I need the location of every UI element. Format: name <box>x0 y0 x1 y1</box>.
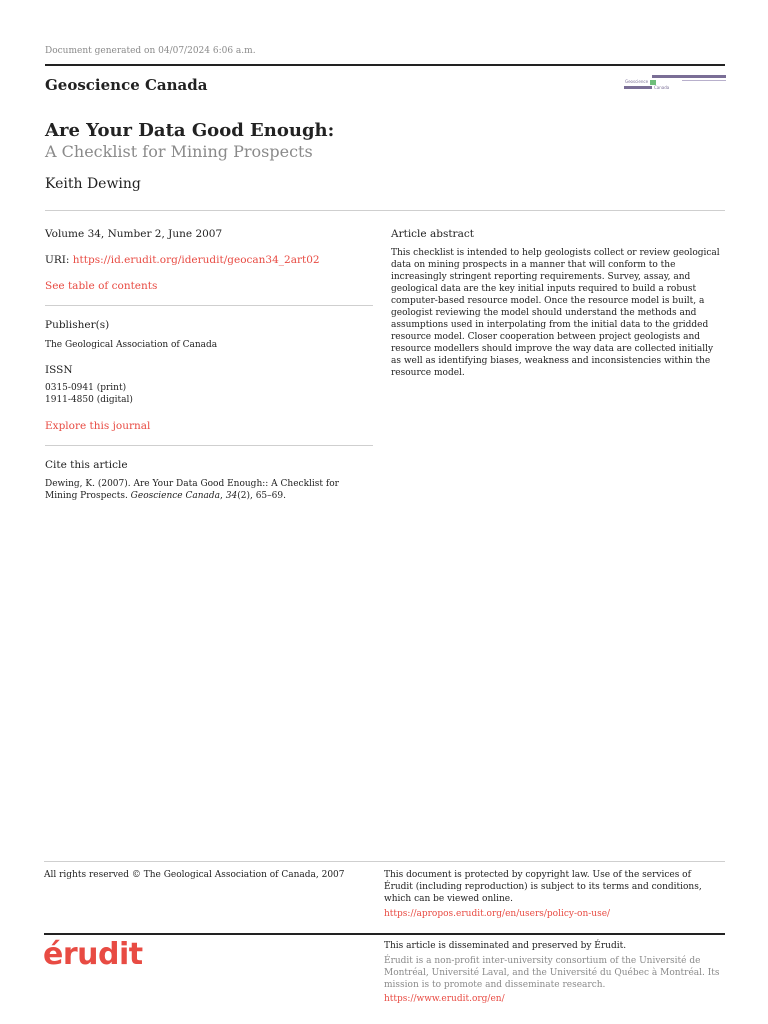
policy-link[interactable]: https://apropos.erudit.org/en/users/policy-on-use/ <box>384 909 611 919</box>
geoscience-canada-logo-icon <box>624 74 726 92</box>
publisher-name: The Geological Association of Canada <box>45 340 218 350</box>
article-author: Keith Dewing <box>45 176 141 192</box>
logo-text-top: Geoscience <box>625 79 649 84</box>
citation-pages: (2), 65–69. <box>237 491 286 501</box>
citation-sep: , <box>220 491 226 501</box>
copyright-notice: This document is protected by copyright law. Use of the services of Érudit (including reproduction) is subject to its terms and conditions, which can be viewed online. <box>384 870 702 904</box>
issn-heading: ISSN <box>45 364 73 376</box>
abstract-text: This checklist is intended to help geologists collect or review geological data on mining prospects in a manner that will conform to the increasingly stringent reporting requirements. Survey, assay, and geological data are the key initial inputs required to build a robust computer-based resource model. Once the resource model is built, a geologist reviewing the model should understand the methods and assumptions used in interpolating from the initial data to the gridded resource model. Closer cooperation between project geologists and resource modellers should improve the way data are collected initially as well as identifying biases, weakness and inconsistencies within the resource model. <box>391 248 720 378</box>
cite-heading: Cite this article <box>45 459 128 471</box>
citation-body: Dewing, K. (2007). Are Your Data Good Enough:: A Checklist for Mining Prospects. <box>45 479 339 501</box>
uri-line <box>45 254 320 266</box>
citation-journal: Geoscience Canada <box>130 491 221 501</box>
divider <box>45 445 373 446</box>
consortium-description: Érudit is a non-profit inter-university consortium of the Université de Montréal, Université Laval, and the Université du Québec à Montréal. Its mission is to promote and disseminate research. <box>384 956 720 990</box>
erudit-link[interactable]: https://www.erudit.org/en/ <box>384 994 505 1004</box>
issn-digital: 1911-4850 (digital) <box>45 395 133 405</box>
article-title: Are Your Data Good Enough: <box>45 120 335 141</box>
abstract-heading: Article abstract <box>391 228 474 240</box>
toc-link[interactable]: See table of contents <box>45 280 158 292</box>
footer-divider-bold <box>44 933 725 935</box>
publisher-heading: Publisher(s) <box>45 319 110 331</box>
footer-divider <box>44 861 725 862</box>
divider <box>45 210 725 211</box>
generated-date: Document generated on 04/07/2024 6:06 a.m. <box>45 46 256 56</box>
journal-name: Geoscience Canada <box>45 76 208 94</box>
divider <box>45 305 373 306</box>
article-subtitle: A Checklist for Mining Prospects <box>45 142 313 161</box>
issn-print: 0315-0941 (print) <box>45 383 127 393</box>
citation-volume: 34 <box>225 491 238 501</box>
uri-label: URI: <box>45 254 73 266</box>
journal-logo <box>624 74 726 92</box>
erudit-logo[interactable]: érudit <box>43 937 143 972</box>
header-divider <box>45 64 725 66</box>
rights-statement: All rights reserved © The Geological Association of Canada, 2007 <box>44 870 345 880</box>
volume-info: Volume 34, Number 2, June 2007 <box>45 228 223 240</box>
citation-text <box>45 478 365 502</box>
uri-link[interactable]: https://id.erudit.org/iderudit/geocan34_2art02 <box>72 254 320 266</box>
logo-text-bottom: Canada <box>654 85 670 90</box>
dissemination-notice: This article is disseminated and preserved by Érudit. <box>384 941 627 951</box>
explore-journal-link[interactable]: Explore this journal <box>45 420 151 432</box>
